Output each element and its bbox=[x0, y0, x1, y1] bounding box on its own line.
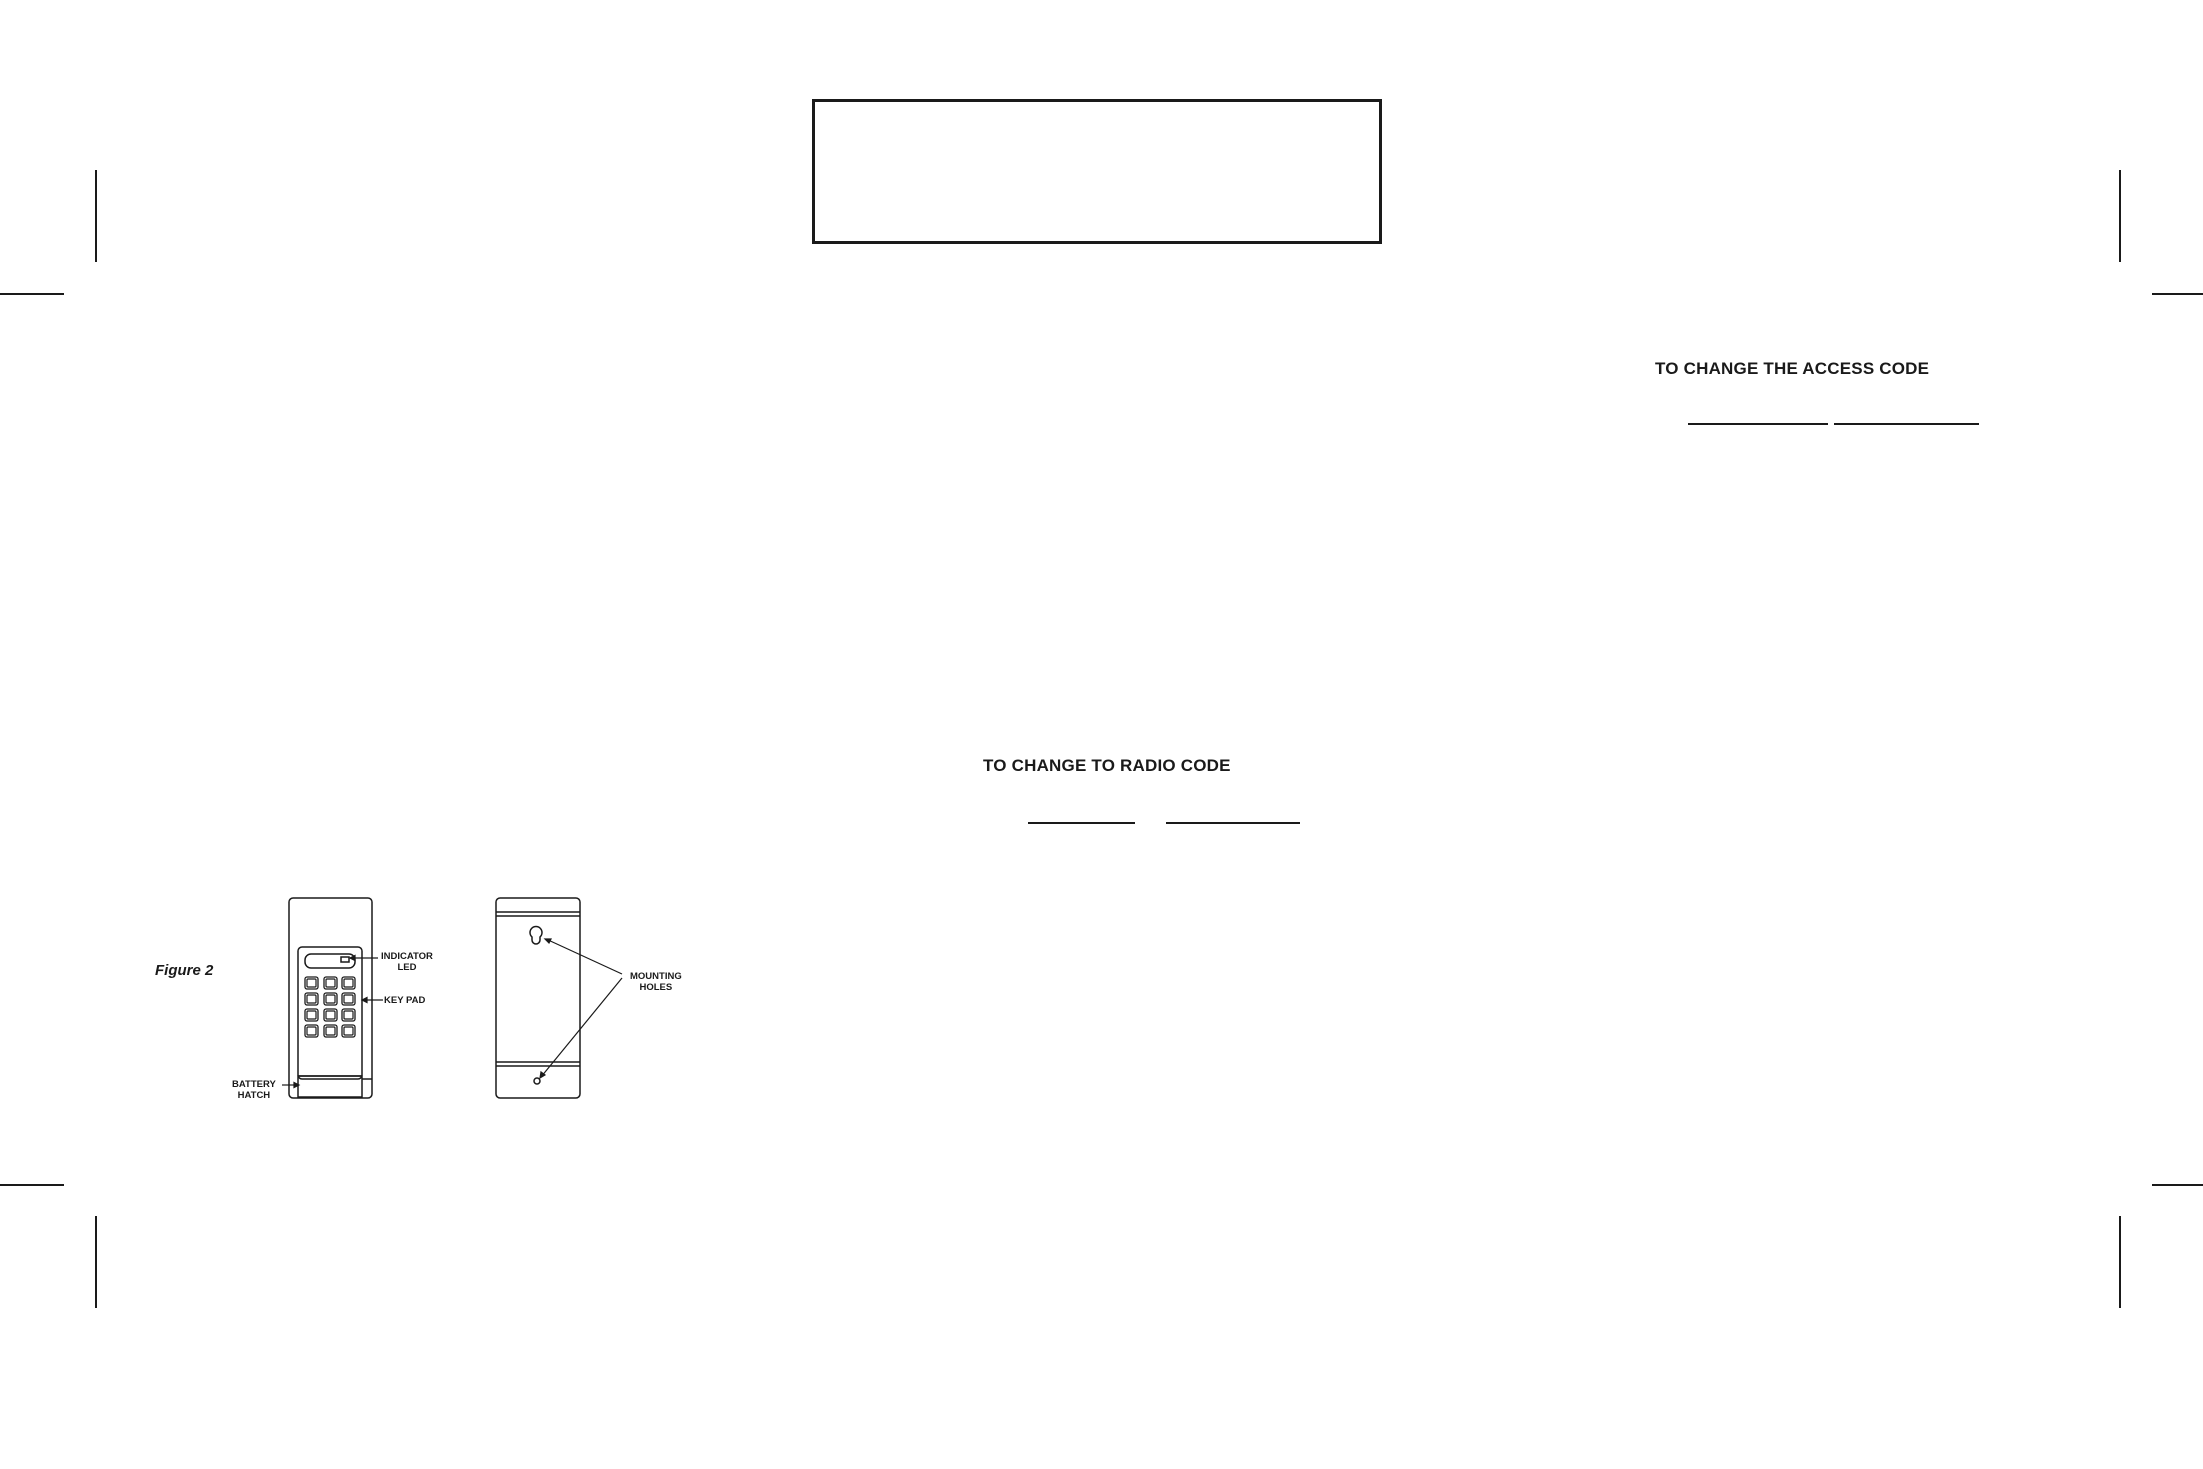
indicator-led-callout bbox=[381, 951, 433, 973]
mounting-holes-callout-line-2: HOLES bbox=[639, 982, 673, 993]
mounting-holes-callout-line-1: MOUNTING bbox=[630, 971, 682, 982]
keyhole-mounting-hole bbox=[530, 927, 542, 944]
access-code-heading: TO CHANGE THE ACCESS CODE bbox=[1655, 359, 1930, 378]
radio-code-heading: TO CHANGE TO RADIO CODE bbox=[983, 756, 1231, 775]
indicator-led-callout-line-1: INDICATOR bbox=[381, 951, 433, 962]
battery-hatch-callout-line-2: HATCH bbox=[237, 1090, 271, 1101]
mounting-holes-callout bbox=[630, 971, 682, 993]
indicator-led-callout-line-2: LED bbox=[397, 962, 417, 973]
keypad-back-body bbox=[496, 898, 580, 1098]
battery-hatch-callout bbox=[232, 1079, 276, 1101]
bottom-mounting-hole bbox=[534, 1078, 540, 1084]
led-window bbox=[305, 954, 355, 968]
keypad-body bbox=[289, 898, 372, 1098]
battery-hatch-callout-line-1: BATTERY bbox=[232, 1079, 276, 1090]
keypad-buttons bbox=[305, 977, 355, 1037]
key-pad-callout: KEY PAD bbox=[384, 995, 426, 1006]
indicator-led-icon bbox=[341, 957, 349, 962]
figure-label: Figure 2 bbox=[155, 962, 214, 979]
